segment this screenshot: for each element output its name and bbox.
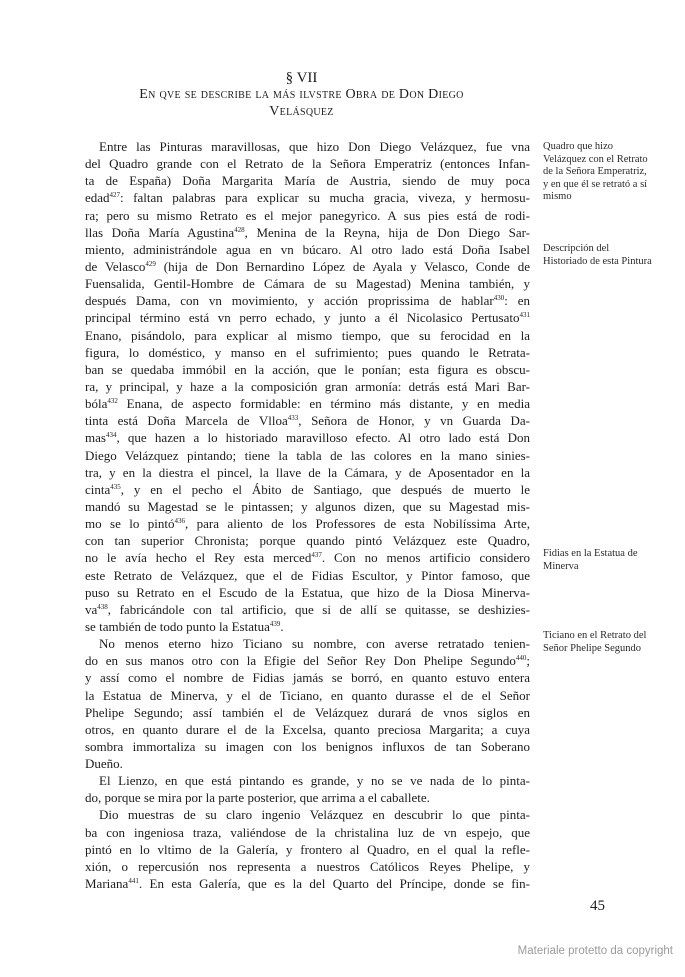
body-line: miento, administrándole agua en vn búcaro. Al otro lado está Doña Isabel [85, 241, 530, 257]
body-line: tinta está Doña Marcela de Vlloa$^{433}$, Señora de Honor, y vn Guarda Da- [85, 413, 530, 429]
section-number: § VII [285, 70, 318, 86]
margin-note-fidias: Fidias en la Estatua de Minerva [543, 548, 638, 572]
body-line: principal término está vn perro echado, y junto a él Nicolasico Pertusato$^{431}$ [85, 310, 530, 326]
body-line: no le avía hecho el Rey esta merced$^{437}$. Con no menos artificio considero [85, 550, 530, 566]
body-line: mas$^{434}$, que hazen a lo historiado maravilloso efecto. Al otro lado está Don [85, 430, 530, 446]
body-line: la Estatua de Minerva, y el de Ticiano, en quanto durasse el de el Señor [85, 687, 530, 703]
page-number: 45 [590, 898, 605, 914]
margin-note-quadro: Quadro que hizo Velázquez con el Retrato de la Señora Emperatriz, y en que él se retrató a sí mismo [543, 141, 648, 203]
body-line: bóla$^{432}$ Enana, de aspecto formidable: en término más distante, y en media [85, 396, 530, 412]
body-line: Diego Velázquez pintando; tiene la tabla de las colores en la mano sinies- [85, 447, 530, 463]
body-line: $va^{438}$, fabricándole con tal artificio, que si de allí se quitasse, se deshizies- [85, 601, 530, 617]
section-title-line-1: En qve se describe la más ilvstre Obra de Don Diego [139, 87, 464, 102]
body-text [85, 138, 530, 892]
body-line: Mariana$^{441}$. En esta Galería, que es la del Quarto del Príncipe, donde se fin- [85, 876, 530, 892]
body-line: Dio muestras de su claro ingenio Velázquez en descubrir lo que pinta- [99, 807, 530, 823]
body-line: Phelipe Segundo; assí también el de Velázquez durará de vnos siglos en [85, 704, 530, 720]
body-line: este Retrato de Velázquez, que el de Fidias Escultor, y Pintor famoso, que [85, 567, 530, 583]
body-line: mo se lo pintó$^{436}$, para aliento de los Professores de esta Nobilíssima Arte, [85, 516, 530, 532]
body-line: ra; pero su mismo Retrato es el mejor panegyrico. A sus pies está de rodi- [85, 207, 530, 223]
body-line: del Quadro grande con el Retrato de la Señora Emperatriz (entonces Infan- [85, 156, 530, 172]
body-line: edad$^{427}$: faltan palabras para explicar su mucha gracia, viveza, y hermosu- [85, 190, 530, 206]
body-line: cinta$^{435}$, y en el pecho el Ábito de Santiago, que después de muerto le [85, 481, 530, 497]
body-line: sombra immortaliza su imagen con los benignos influxos de tan Soberano [85, 738, 530, 754]
body-line: do en sus manos otro con la Efigie del Señor Rey Don Phelipe Segundo$^{440}$; [85, 653, 530, 669]
body-line: y assí como el nombre de Fidias jamás se borró, en quanto estuvo entera [85, 670, 530, 686]
body-line: No menos eterno hizo Ticiano su nombre, con averse retratado tenien- [99, 636, 530, 652]
body-line: figura, lo doméstico, y manso en el sufrimiento; pues quando le Retrata- [85, 344, 530, 360]
section-title [88, 86, 515, 120]
body-line: tra, y en la diestra el pincel, la llave de la Cámara, y de Aposentador en la [85, 464, 530, 480]
body-line: Enano, pisándolo, para explicar al mismo tiempo, que su ferocidad en la [85, 327, 530, 343]
copyright-watermark: Materiale protetto da copyright [517, 945, 673, 957]
body-line: se también de todo punto la Estatua$^{439}$. [85, 618, 284, 634]
body-line: después Dama, con vn movimiento, y acción proprissima de hablar$^{430}$: en [85, 293, 530, 309]
body-line: de Velasco$^{429}$ (hija de Don Bernardino López de Ayala y Velasco, Conde de [85, 258, 530, 274]
section-title-line-2: Velásquez [269, 104, 334, 119]
body-line: El Lienzo, en que está pintando es grande, y no se ve nada de lo pinta- [99, 773, 530, 789]
body-line: do, porque se mira por la parte posterior, que arrima a el caballete. [85, 790, 430, 806]
body-line: ta de España) Doña Margarita María de Austria, siendo de muy poca [85, 173, 530, 189]
margin-note-historiado: Descripción del Historiado de esta Pintura [543, 243, 652, 267]
body-line: ba con ingeniosa traza, valiéndose de la christalina luz de vn espejo, que [85, 824, 530, 840]
body-line: mandó su Magestad se le pintassen; y algunos dizen, que su Magestad mis- [85, 498, 530, 514]
body-line: ra, y principal, y haze a la composición gran armonía: detrás está Mari Bar- [85, 378, 530, 394]
body-line: con tan superior Chronista; porque quando pintó Velázquez este Quadro, [85, 533, 530, 549]
body-line: puso su Retrato en el Escudo de la Estatua, que hizo de la Diosa Minerva- [85, 584, 530, 600]
body-line: Fuensalida, Gentil-Hombre de Cámara de su Magestad) Menina también, y [85, 276, 530, 292]
body-line: otros, en quanto durare el de la Excelsa, quanto preciosa Margarita; a cuya [85, 721, 530, 737]
margin-note-ticiano: Ticiano en el Retrato del Señor Phelipe Segundo [543, 630, 647, 654]
body-line: ban se quedaba immóbil en la acción, que le ponían; esta figura es obscu- [85, 361, 530, 377]
body-line: pintó en lo vltimo de la Galería, y frontero al Quadro, en el qual la refle- [85, 841, 530, 857]
body-line: llas Doña María Agustina$^{428}$, Menina de la Reyna, hija de Don Diego Sar- [85, 224, 530, 240]
body-line: Dueño. [85, 756, 123, 772]
body-line: Entre las Pinturas maravillosas, que hizo Don Diego Velázquez, fue vna [99, 139, 530, 154]
body-line: xión, o repercusión nos representa a nuestros Católicos Reyes Phelipe, y [85, 858, 530, 874]
